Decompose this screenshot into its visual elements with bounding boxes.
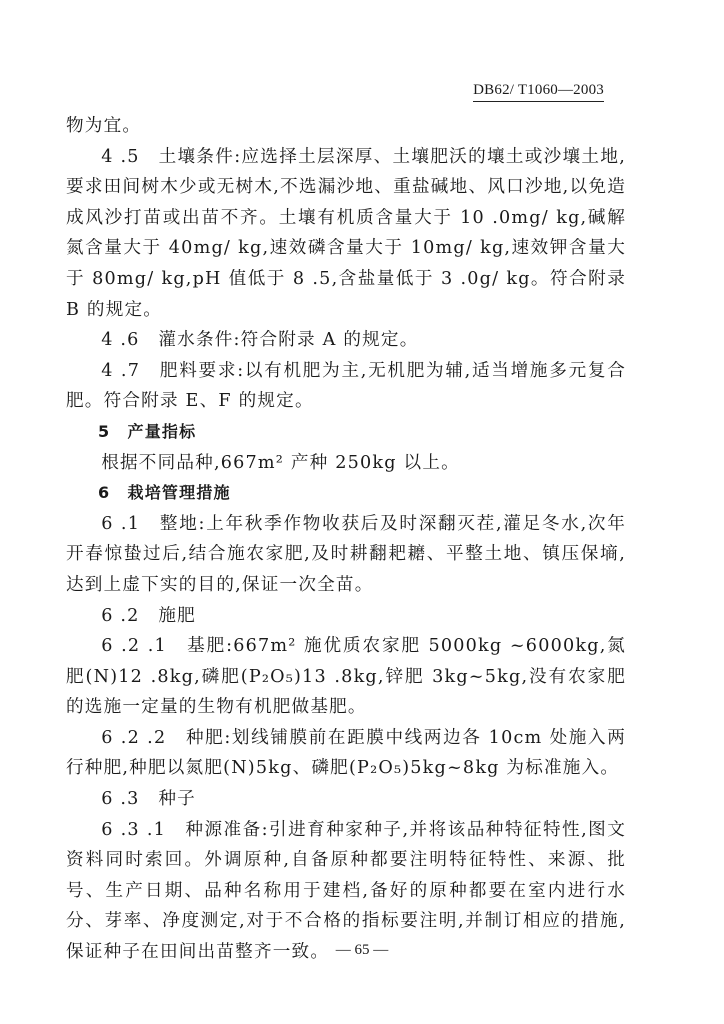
paragraph-4-6-irrigation: 4 .6 灌水条件:符合附录 A 的规定。: [101, 330, 419, 351]
paragraph-6-1-land-prep: 6 .1 整地:上年秋季作物收获后及时深翻灭茬,灌足冬水,次年开春惊蛰过后,结合施农家肥,及时耕翻耙耱、平整土地、镇压保墒,达到上虚下实的目的,保证一次全苗。: [66, 513, 626, 595]
paragraph-6-2-heading: 6 .2 施肥: [101, 605, 196, 626]
paragraph-6-2-1-base-fertilizer: 6 .2 .1 基肥:667m² 施优质农家肥 5000kg ~6000kg,氮肥(N)12 .8kg,磷肥(P₂O₅)13 .8kg,锌肥 3kg~5kg,没有农家肥的选施一定量的生物有机肥做基肥。: [66, 636, 626, 718]
section-heading-5: 5 产量指标: [98, 421, 197, 441]
paragraph-4-7-fertilizer: 4 .7 肥料要求:以有机肥为主,无机肥为辅,适当增施多元复合肥。符合附录 E、F 的规定。: [66, 360, 626, 412]
paragraph-6-3-1-seed-source: 6 .3 .1 种源准备:引进育种家种子,并将该品种特征特性,图文资料同时索回。外调原种,自备原种都要注明特征特性、来源、批号、生产日期、品种名称用于建档,备好的原种都要在室内进行水分、芽率、净度测定,对于不合格的指标要注明,并制订相应的措施,保证种子在田间出苗整齐一致。: [66, 819, 626, 963]
paragraph-4-5-soil: 4 .5 土壤条件:应选择土层深厚、土壤肥沃的壤土或沙壤土地,要求田间树木少或无树木,不选漏沙地、重盐碱地、风口沙地,以免造成风沙打苗或出苗不齐。土壤有机质含量大于 10 .0mg/ kg,碱解氮含量大于 40mg/ kg,速效磷含量大于 10mg/ kg,速效钾含量大于 80mg/ kg,pH 值低于 8 .5,含盐量低于 3 .0g/ kg。符合附录 B 的规定。: [66, 146, 626, 320]
document-body: [66, 111, 626, 968]
paragraph-continuation: 物为宜。: [66, 116, 142, 136]
standard-code-header: DB62/ T1060—2003: [473, 82, 604, 102]
page-number: — 65 —: [335, 942, 389, 958]
paragraph-yield: 根据不同品种,667m² 产种 250kg 以上。: [101, 452, 460, 473]
paragraph-6-3-heading: 6 .3 种子: [101, 789, 196, 810]
paragraph-6-2-2-seed-fertilizer: 6 .2 .2 种肥:划线铺膜前在距膜中线两边各 10cm 处施入两行种肥,种肥以氮肥(N)5kg、磷肥(P₂O₅)5kg~8kg 为标准施入。: [66, 727, 626, 779]
section-heading-6: 6 栽培管理措施: [98, 483, 231, 503]
